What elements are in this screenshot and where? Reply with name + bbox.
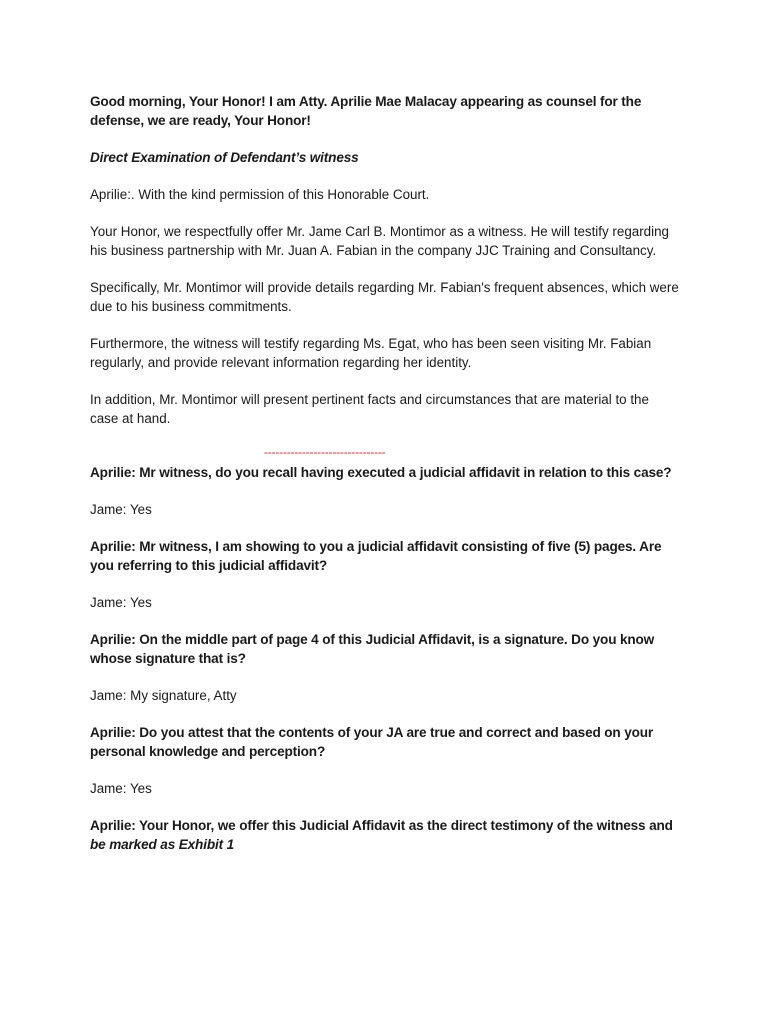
question-4: Aprilie: Do you attest that the contents of your JA are true and correct and based on your personal knowledge and perception? <box>90 725 654 759</box>
offer-paragraph: Your Honor, we respectfully offer Mr. Jame Carl B. Montimor as a witness. He will testify regarding his business partnership with Mr. Juan A. Fabian in the company JJC Training and Consultancy. <box>90 224 669 258</box>
opening-statement: Good morning, Your Honor! I am Atty. Aprilie Mae Malacay appearing as counsel for the defense, we are ready, Your Honor! <box>90 94 642 128</box>
answer-2: Jame: Yes <box>90 595 152 610</box>
question-5-italic: be marked as Exhibit 1 <box>90 837 235 852</box>
separator-line: -------------------------------- <box>264 445 386 459</box>
answer-1: Jame: Yes <box>90 502 152 517</box>
furthermore-paragraph: Furthermore, the witness will testify regarding Ms. Egat, who has been seen visiting Mr. Fabian regularly, and provide relevant information regarding her identity. <box>90 336 652 370</box>
answer-3: Jame: My signature, Atty <box>90 688 237 703</box>
addition-paragraph: In addition, Mr. Montimor will present pertinent facts and circumstances that are material to the case at hand. <box>90 392 649 426</box>
answer-4: Jame: Yes <box>90 781 152 796</box>
question-2: Aprilie: Mr witness, I am showing to you a judicial affidavit consisting of five (5) pages. Are you referring to this judicial affidavit? <box>90 539 662 573</box>
question-5 <box>90 816 680 854</box>
question-1: Aprilie: Mr witness, do you recall having executed a judicial affidavit in relation to this case? <box>90 465 672 480</box>
permission-statement: Aprilie:. With the kind permission of this Honorable Court. <box>90 187 430 202</box>
section-heading: Direct Examination of Defendant’s witness <box>90 150 359 165</box>
question-5-main: Aprilie: Your Honor, we offer this Judicial Affidavit as the direct testimony of the witness and <box>90 818 673 833</box>
question-3: Aprilie: On the middle part of page 4 of this Judicial Affidavit, is a signature. Do you know whose signature that is? <box>90 632 655 666</box>
specifically-paragraph: Specifically, Mr. Montimor will provide details regarding Mr. Fabian's frequent absences, which were due to his business commitments. <box>90 280 679 314</box>
document-page <box>90 92 680 854</box>
